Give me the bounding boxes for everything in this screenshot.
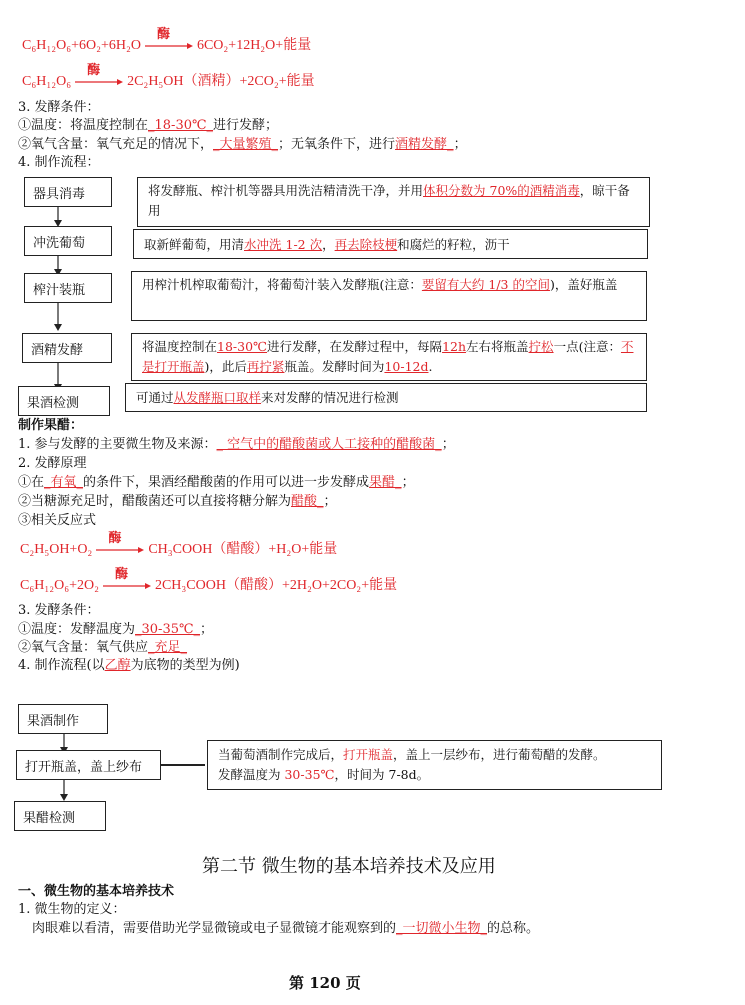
vinegar-desc: 当葡萄酒制作完成后，打开瓶盖，盖上一层纱布，进行葡萄醋的发酵。 发酵温度为 30-35℃，时间为 7-8d。 bbox=[207, 740, 662, 790]
reaction-arrow: 酶 bbox=[145, 39, 193, 53]
equation-sugar-to-acetic: C₆H₁₂O₆+2O₂ 酶 2CH₃COOH（醋酸）+2H₂O+2CO₂+能量 bbox=[20, 565, 398, 593]
vinegar-heading: 制作果醋： bbox=[18, 418, 84, 433]
definition-text: 肉眼难以看清，需要借助光学显微镜或电子显微镜才能观察到的_一切微小生物_的总称。 bbox=[32, 921, 540, 936]
reaction-arrow: 酶 bbox=[103, 579, 151, 593]
vinegar-condition-title: 3. 发酵条件： bbox=[18, 603, 100, 618]
reaction-arrow: 酶 bbox=[96, 543, 144, 557]
wine-desc-5: 可通过从发酵瓶口取样来对发酵的情况进行检测 bbox=[125, 383, 647, 412]
wine-step-2: 冲洗葡萄 bbox=[24, 226, 112, 256]
section-title: 第二节 微生物的基本培养技术及应用 bbox=[202, 856, 496, 877]
equation-anaerobic: C₆H₁₂O₆ 酶 2C₂H₅OH（酒精）+2CO₂+能量 bbox=[22, 61, 315, 89]
equation-ethanol-to-acetic: C₂H₅OH+O₂ 酶 CH₃COOH（醋酸）+H₂O+能量 bbox=[20, 529, 338, 557]
section-subheading: 一、微生物的基本培养技术 bbox=[18, 884, 175, 899]
wine-condition-title: 3. 发酵条件： bbox=[18, 100, 100, 115]
page-number: 第 120 页 bbox=[289, 974, 361, 992]
vinegar-principle-1: ①在_有氧_的条件下，果酒经醋酸菌的作用可以进一步发酵成果醋_； bbox=[18, 475, 415, 490]
vinegar-principle: 2. 发酵原理 bbox=[18, 456, 87, 471]
wine-temperature: ①温度：将温度控制在_18-30℃_进行发酵； bbox=[18, 118, 279, 133]
vinegar-temperature: ①温度：发酵温度为_30-35℃_； bbox=[18, 622, 214, 637]
wine-step-1: 器具消毒 bbox=[24, 177, 112, 207]
wine-step-4: 酒精发酵 bbox=[22, 333, 112, 363]
vinegar-flow-title: 4. 制作流程(以乙醇为底物的类型为例) bbox=[18, 658, 240, 673]
vinegar-source: 1. 参与发酵的主要微生物及来源：_ 空气中的醋酸菌或人工接种的醋酸菌_； bbox=[18, 437, 455, 452]
wine-step-3: 榨汁装瓶 bbox=[24, 273, 112, 303]
vinegar-principle-3: ③相关反应式 bbox=[18, 513, 97, 528]
wine-oxygen: ②氧气含量：氧气充足的情况下，_大量繁殖_；无氧条件下，进行酒精发酵_； bbox=[18, 137, 467, 152]
wine-flow-title: 4. 制作流程： bbox=[18, 155, 100, 170]
wine-desc-2: 取新鲜葡萄，用清水冲洗 1-2 次，再去除枝梗和腐烂的籽粒，沥干 bbox=[133, 229, 648, 259]
vinegar-principle-2: ②当糖源充足时，醋酸菌还可以直接将糖分解为醋酸_； bbox=[18, 494, 337, 509]
wine-desc-1: 将发酵瓶、榨汁机等器具用洗洁精清洗干净，并用体积分数为 70%的酒精消毒，晾干备用 bbox=[137, 177, 650, 227]
definition-title: 1. 微生物的定义： bbox=[18, 902, 126, 917]
equation-aerobic: C₆H₁₂O₆+6O₂+6H₂O 酶 6CO₂+12H₂O+能量 bbox=[22, 25, 312, 53]
wine-desc-4: 将温度控制在18-30℃进行发酵，在发酵过程中，每隔12h左右将瓶盖拧松一点(注意：不是打开瓶盖)，此后再拧紧瓶盖。发酵时间为10-12d. bbox=[131, 333, 647, 381]
vinegar-oxygen: ②氧气含量：氧气供应_充足_ bbox=[18, 640, 188, 655]
vinegar-step-3: 果醋检测 bbox=[14, 801, 106, 831]
reaction-arrow: 酶 bbox=[75, 75, 123, 89]
vinegar-step-1: 果酒制作 bbox=[18, 704, 108, 734]
vinegar-step-2: 打开瓶盖，盖上纱布 bbox=[16, 750, 161, 780]
wine-step-5: 果酒检测 bbox=[18, 386, 110, 416]
wine-desc-3: 用榨汁机榨取葡萄汁，将葡萄汁装入发酵瓶(注意：要留有大约 1/3 的空间)，盖好瓶盖 bbox=[131, 271, 647, 321]
